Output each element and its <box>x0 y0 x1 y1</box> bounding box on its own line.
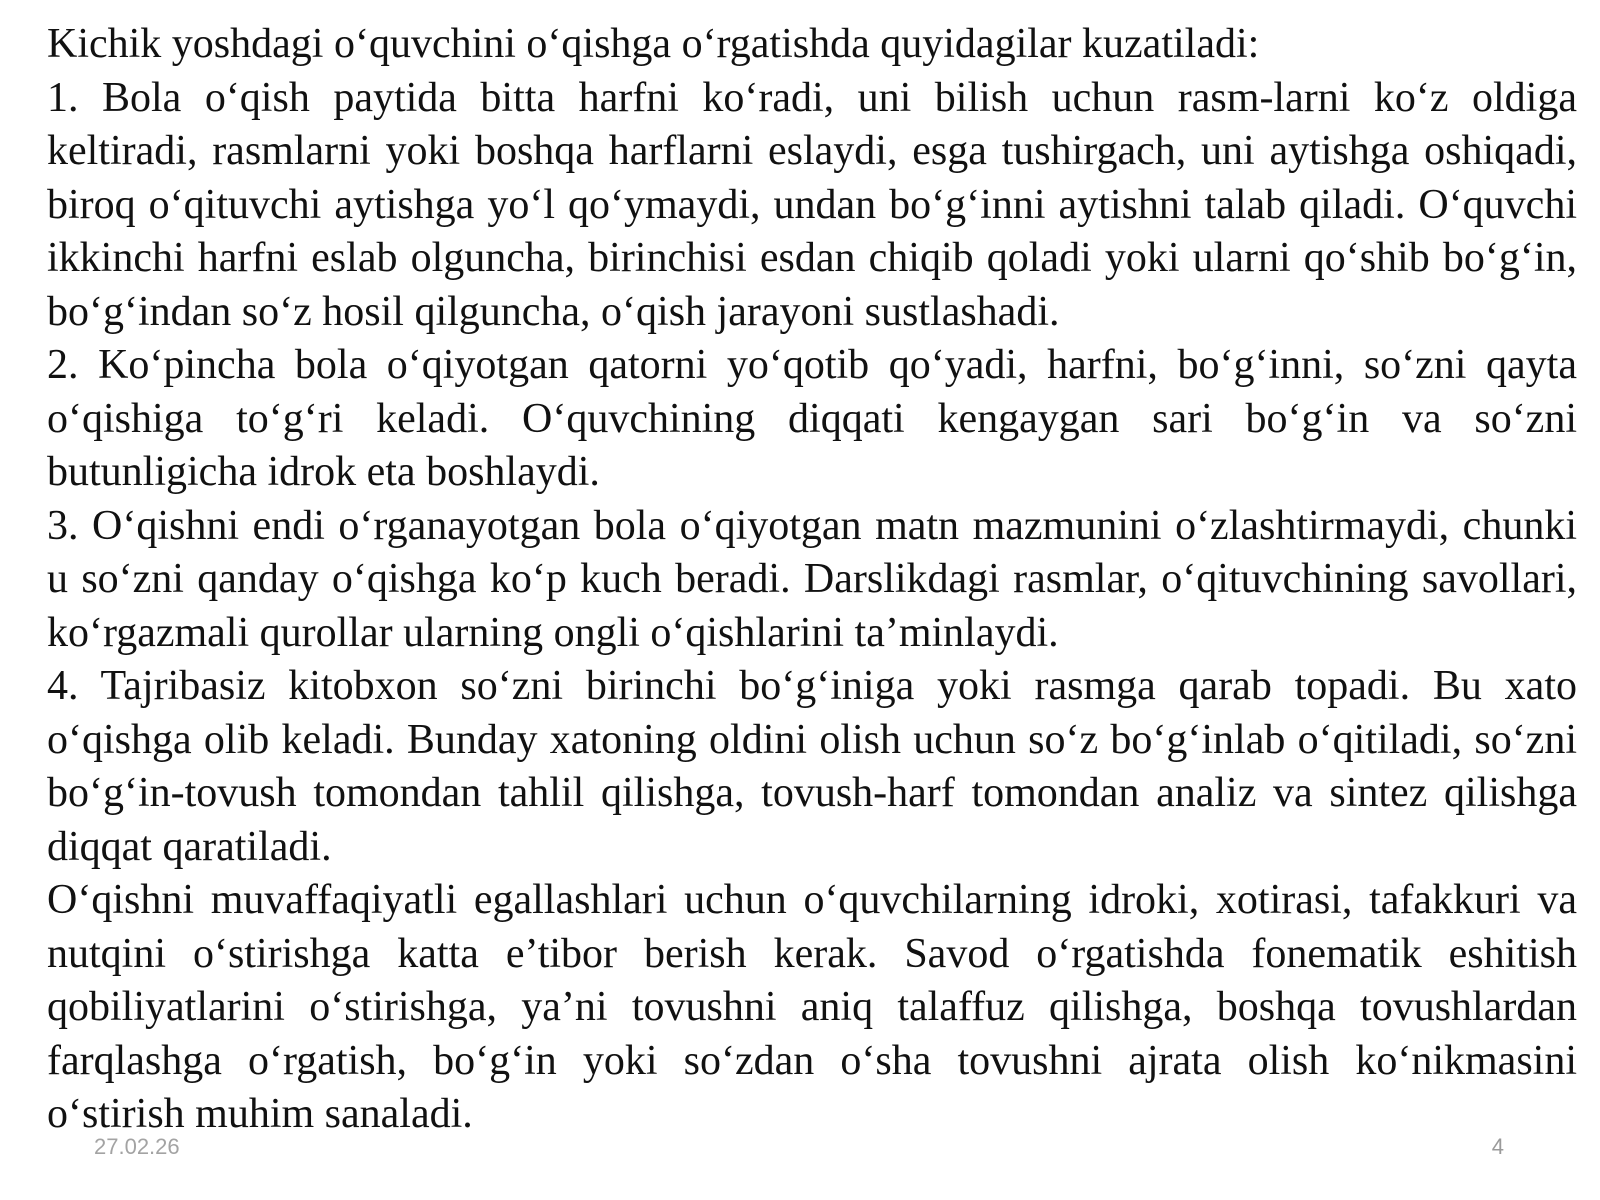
slide-body <box>47 18 1577 1142</box>
intro-paragraph: Kichik yoshdagi o‘quvchini o‘qishga o‘rgatishda quyidagilar kuzatiladi: <box>47 21 1260 67</box>
footer-date: 27.02.26 <box>94 1134 180 1159</box>
list-item-4: 4. Tajribasiz kitobxon so‘zni birinchi bo‘g‘iniga yoki rasmga qarab topadi. Bu xato o‘qishga olib keladi. Bunday xatoning oldini olish uchun so‘z bo‘g‘inlab o‘qitiladi, so‘zni bo‘g‘in-tovush tomondan tahlil qilishga, tovush-harf tomondan analiz va sintez qilishga diqqat qaratiladi. <box>47 663 1577 870</box>
closing-paragraph: O‘qishni muvaffaqiyatli egallashlari uchun o‘quvchilarning idroki, xotirasi, tafakkuri va nutqini o‘stirishga katta e’tibor berish kerak. Savod o‘rgatishda fonematik eshitish qobiliyatlarini o‘stirishga, ya’ni tovushni aniq talaffuz qilishga, boshqa tovushlardan farqlashga o‘rgatish, bo‘g‘in yoki so‘zdan o‘sha tovushni ajrata olish ko‘nikmasini o‘stirish muhim sanaladi. <box>47 877 1577 1137</box>
list-item-3: 3. O‘qishni endi o‘rganayotgan bola o‘qiyotgan matn mazmunini o‘zlashtirmaydi, chunki u so‘zni qanday o‘qishga ko‘p kuch beradi. Darslikdagi rasmlar, o‘qituvchining savollari, ko‘rgazmali qurollar ularning ongli o‘qishlarini ta’minlaydi. <box>47 502 1577 656</box>
list-item-1: 1. Bola o‘qish paytida bitta harfni ko‘radi, uni bilish uchun rasm-larni ko‘z oldiga keltiradi, rasmlarni yoki boshqa harflarni eslaydi, esga tushirgach, uni aytishga oshiqadi, biroq o‘qituvchi aytishga yo‘l qo‘ymaydi, undan bo‘g‘inni aytishni talab qiladi. O‘quvchi ikkinchi harfni eslab olguncha, birinchisi esdan chiqib qoladi yoki ularni qo‘shib bo‘g‘in, bo‘g‘indan so‘z hosil qilguncha, o‘qish jarayoni sustlashadi. <box>47 74 1577 335</box>
slide-number: 4 <box>1491 1134 1504 1159</box>
list-item-2: 2. Ko‘pincha bola o‘qiyotgan qatorni yo‘qotib qo‘yadi, harfni, bo‘g‘inni, so‘zni qayta o‘qishiga to‘g‘ri keladi. O‘quvchining diqqati kengaygan sari bo‘g‘in va so‘zni butunligicha idrok eta boshlaydi. <box>47 342 1577 495</box>
